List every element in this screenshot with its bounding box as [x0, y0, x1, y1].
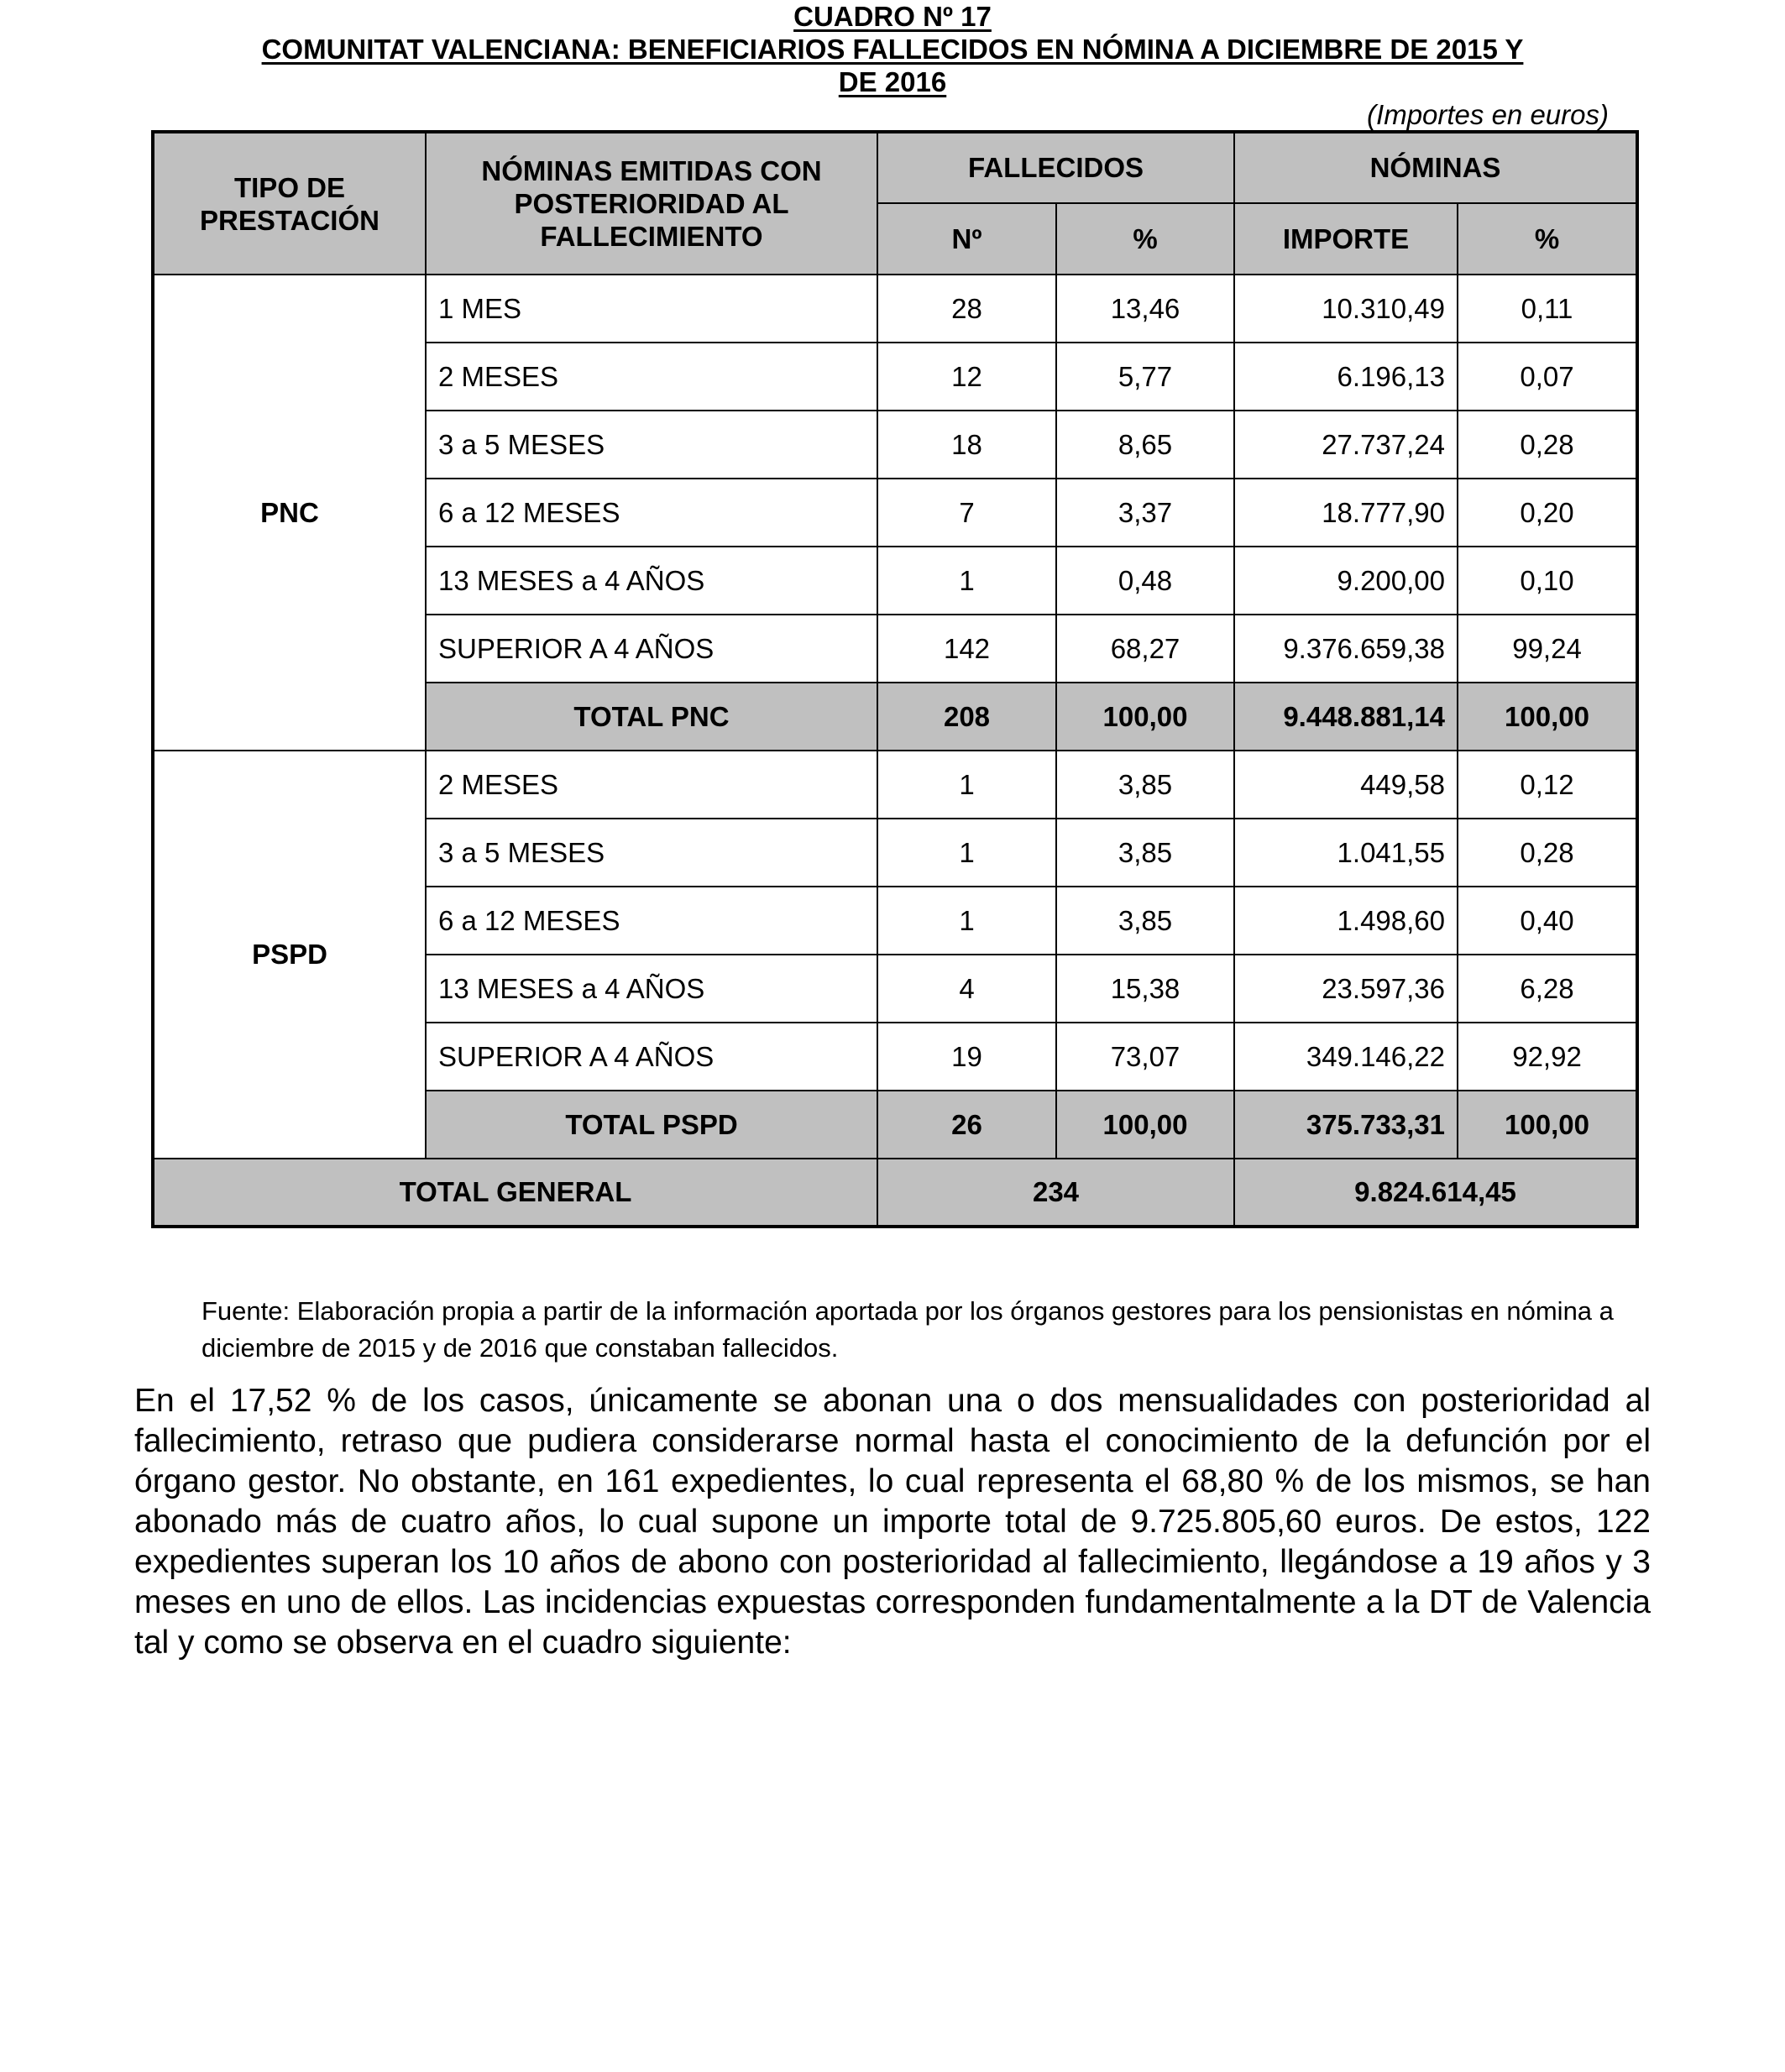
pct-cell: 3,85 — [1056, 819, 1234, 887]
num-cell: 1 — [877, 751, 1056, 819]
header-tipo: TIPO DE PRESTACIÓN — [153, 132, 426, 275]
total-pspd-pct2: 100,00 — [1458, 1091, 1637, 1159]
period-cell: SUPERIOR A 4 AÑOS — [426, 1023, 877, 1091]
group-pnc-label: PNC — [153, 275, 426, 751]
pct-cell: 8,65 — [1056, 411, 1234, 479]
total-pspd-importe: 375.733,31 — [1234, 1091, 1458, 1159]
pct-cell: 5,77 — [1056, 343, 1234, 411]
pct-cell: 3,85 — [1056, 751, 1234, 819]
pct2-cell: 0,28 — [1458, 411, 1637, 479]
pct-cell: 3,37 — [1056, 479, 1234, 547]
header-pct1: % — [1056, 203, 1234, 275]
importe-cell: 1.498,60 — [1234, 887, 1458, 955]
num-cell: 4 — [877, 955, 1056, 1023]
title-line-3: DE 2016 — [838, 66, 947, 97]
period-cell: 13 MESES a 4 AÑOS — [426, 955, 877, 1023]
pct2-cell: 0,11 — [1458, 275, 1637, 343]
importe-cell: 27.737,24 — [1234, 411, 1458, 479]
total-pnc-num: 208 — [877, 683, 1056, 751]
title-line-1: CUADRO Nº 17 — [793, 1, 992, 32]
pct2-cell: 6,28 — [1458, 955, 1637, 1023]
pct-cell: 13,46 — [1056, 275, 1234, 343]
pct2-cell: 99,24 — [1458, 615, 1637, 683]
header-importe: IMPORTE — [1234, 203, 1458, 275]
header-num: Nº — [877, 203, 1056, 275]
title-line-2: COMUNITAT VALENCIANA: BENEFICIARIOS FALLECIDOS EN NÓMINA A DICIEMBRE DE 2015 Y — [261, 34, 1524, 65]
importe-cell: 349.146,22 — [1234, 1023, 1458, 1091]
total-pspd-label: TOTAL PSPD — [426, 1091, 877, 1159]
total-pnc-importe: 9.448.881,14 — [1234, 683, 1458, 751]
total-general-row — [153, 1159, 1637, 1227]
period-cell: 2 MESES — [426, 343, 877, 411]
pct2-cell: 0,07 — [1458, 343, 1637, 411]
pct2-cell: 0,12 — [1458, 751, 1637, 819]
pct2-cell: 92,92 — [1458, 1023, 1637, 1091]
table-row — [153, 751, 1637, 819]
period-cell: 1 MES — [426, 275, 877, 343]
header-fallecidos: FALLECIDOS — [877, 132, 1234, 203]
total-pnc-pct: 100,00 — [1056, 683, 1234, 751]
pct-cell: 0,48 — [1056, 547, 1234, 615]
num-cell: 142 — [877, 615, 1056, 683]
total-pnc-pct2: 100,00 — [1458, 683, 1637, 751]
period-cell: 2 MESES — [426, 751, 877, 819]
importe-cell: 18.777,90 — [1234, 479, 1458, 547]
importe-cell: 10.310,49 — [1234, 275, 1458, 343]
num-cell: 18 — [877, 411, 1056, 479]
header-nominas-emitidas: NÓMINAS EMITIDAS CON POSTERIORIDAD AL FALLECIMIENTO — [426, 132, 877, 275]
total-pspd-num: 26 — [877, 1091, 1056, 1159]
importe-cell: 9.376.659,38 — [1234, 615, 1458, 683]
total-pspd-pct: 100,00 — [1056, 1091, 1234, 1159]
source-note: Fuente: Elaboración propia a partir de la información aportada por los órganos gestores para los pensionistas en nómina a diciembre de 2015 y de 2016 que constaban fallecidos. — [202, 1296, 1614, 1363]
num-cell: 12 — [877, 343, 1056, 411]
pct2-cell: 0,28 — [1458, 819, 1637, 887]
group-pspd-label: PSPD — [153, 751, 426, 1159]
table-title — [0, 0, 1785, 98]
period-cell: 3 a 5 MESES — [426, 819, 877, 887]
pct-cell: 15,38 — [1056, 955, 1234, 1023]
num-cell: 1 — [877, 547, 1056, 615]
pct-cell: 73,07 — [1056, 1023, 1234, 1091]
total-general-label: TOTAL GENERAL — [153, 1159, 877, 1227]
header-nominas: NÓMINAS — [1234, 132, 1637, 203]
total-general-num: 234 — [877, 1159, 1234, 1227]
pct2-cell: 0,20 — [1458, 479, 1637, 547]
num-cell: 1 — [877, 887, 1056, 955]
importe-cell: 9.200,00 — [1234, 547, 1458, 615]
num-cell: 19 — [877, 1023, 1056, 1091]
period-cell: 6 a 12 MESES — [426, 887, 877, 955]
beneficiaries-table — [151, 130, 1639, 1228]
importe-cell: 449,58 — [1234, 751, 1458, 819]
pct2-cell: 0,10 — [1458, 547, 1637, 615]
period-cell: 6 a 12 MESES — [426, 479, 877, 547]
total-pnc-label: TOTAL PNC — [426, 683, 877, 751]
body-paragraph: En el 17,52 % de los casos, únicamente se abonan una o dos mensualidades con posterioridad al fallecimiento, retraso que pudiera considerarse normal hasta el conocimiento de la defunción por el órgano gestor. No obstante, en 161 expedientes, lo cual representa el 68,80 % de los mismos, se han abonado más de cuatro años, lo cual supone un importe total de 9.725.805,60 euros. De estos, 122 expedientes superan los 10 años de abono con posterioridad al fallecimiento, llegándose a 19 años y 3 meses en uno de ellos. Las incidencias expuestas corresponden fundamentalmente a la DT de Valencia tal y como se observa en el cuadro siguiente: — [134, 1383, 1651, 1661]
importe-cell: 23.597,36 — [1234, 955, 1458, 1023]
table-row — [153, 275, 1637, 343]
units-note: (Importes en euros) — [1367, 99, 1609, 130]
num-cell: 7 — [877, 479, 1056, 547]
header-pct2: % — [1458, 203, 1637, 275]
importe-cell: 6.196,13 — [1234, 343, 1458, 411]
period-cell: 3 a 5 MESES — [426, 411, 877, 479]
num-cell: 1 — [877, 819, 1056, 887]
pct2-cell: 0,40 — [1458, 887, 1637, 955]
total-general-importe: 9.824.614,45 — [1234, 1159, 1637, 1227]
period-cell: SUPERIOR A 4 AÑOS — [426, 615, 877, 683]
pct-cell: 3,85 — [1056, 887, 1234, 955]
importe-cell: 1.041,55 — [1234, 819, 1458, 887]
period-cell: 13 MESES a 4 AÑOS — [426, 547, 877, 615]
num-cell: 28 — [877, 275, 1056, 343]
pct-cell: 68,27 — [1056, 615, 1234, 683]
header-row-1 — [153, 132, 1637, 203]
